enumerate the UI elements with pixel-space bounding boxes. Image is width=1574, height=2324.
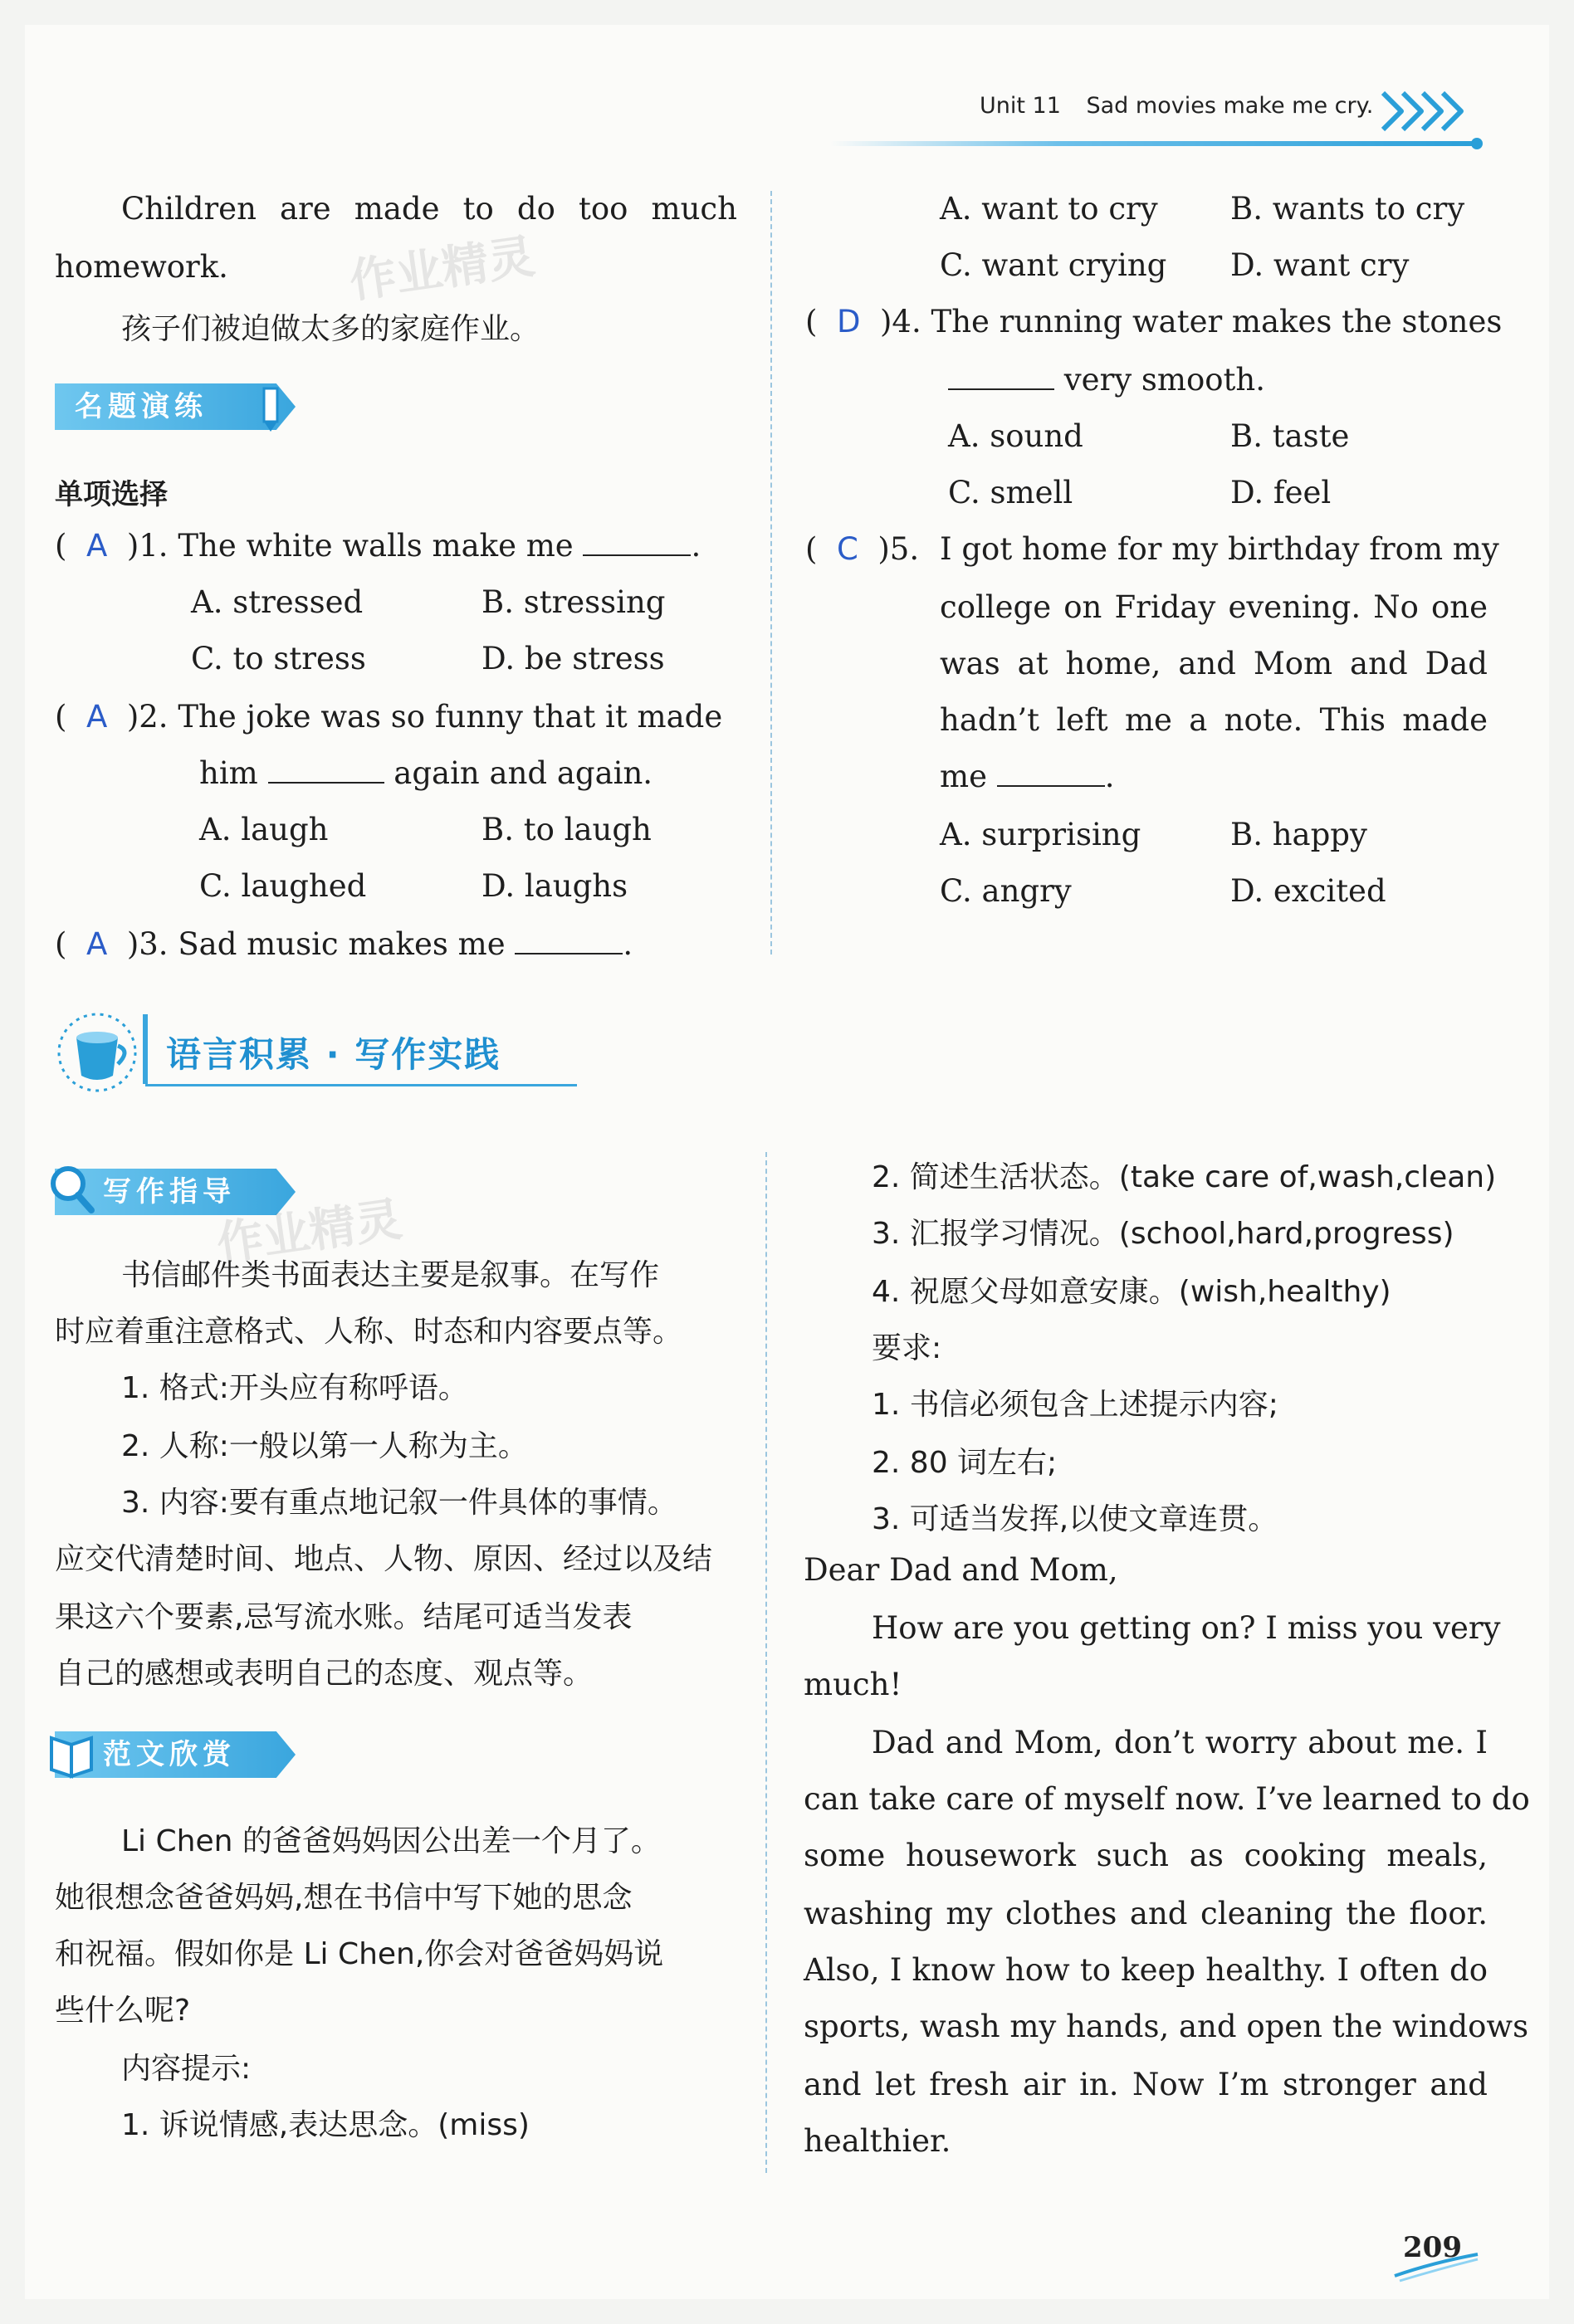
q2-opt-b: B. to laugh (481, 812, 652, 847)
q5-line-3: was at home, and Mom and Dad (940, 646, 1488, 681)
section-bar (143, 1014, 148, 1084)
letter-line-4: can take care of myself now. I’ve learned to do (804, 1781, 1530, 1817)
q2-opt-a: A. laugh (199, 812, 329, 847)
blank (948, 364, 1054, 390)
q4-opt-c: C. smell (948, 475, 1073, 510)
guide-tag-label: 写作指导 (103, 1175, 236, 1208)
sample-tag-label: 范文欣赏 (103, 1738, 236, 1771)
answer-4: D (836, 304, 861, 339)
blank (268, 757, 384, 784)
question-5: ( C )5. (805, 531, 920, 567)
chevrons-icon (1376, 86, 1484, 136)
letter-line-3: Dad and Mom, don’t worry about me. I (872, 1725, 1488, 1760)
q4-opt-a: A. sound (948, 418, 1083, 454)
req-2: 2. 80 词左右; (872, 1446, 1058, 1480)
q1-opt-b: B. stressing (481, 584, 666, 620)
q2-opt-c: C. laughed (199, 868, 367, 904)
book-icon (46, 1726, 100, 1781)
letter-line-5: some housework such as cooking meals, (804, 1838, 1488, 1873)
q3-opt-c: C. want crying (940, 247, 1167, 283)
sample-p1a: Li Chen 的爸爸妈妈因公出差一个月了。 (121, 1824, 661, 1858)
letter-line-2: much! (804, 1667, 902, 1702)
page-number: 209 (1403, 2231, 1462, 2264)
header-unit: Unit 11 (980, 93, 1061, 119)
column-divider-top (770, 191, 772, 954)
letter-line-10: healthier. (804, 2123, 951, 2159)
letter-line-9: and let fresh air in. Now I’m stronger and (804, 2067, 1488, 2102)
q2-opt-d: D. laughs (481, 868, 628, 904)
hint-label: 内容提示: (121, 2052, 252, 2086)
question-1: ( A )1. The white walls make me . (55, 528, 701, 564)
intro-en-line1: Children are made to do too much (121, 191, 737, 227)
question-2-line2: him again and again. (199, 755, 653, 791)
letter-greeting: Dear Dad and Mom, (804, 1552, 1118, 1588)
letter-line-1: How are you getting on? I miss you very (872, 1610, 1501, 1646)
q5-opt-c: C. angry (940, 873, 1072, 909)
answer-2: A (86, 699, 108, 735)
running-header (980, 93, 1373, 119)
letter-line-7: Also, I know how to keep healthy. I often do (804, 1952, 1488, 1988)
cup-icon (51, 1004, 143, 1096)
header-title: Sad movies make me cry. (1086, 93, 1374, 119)
q5-opt-a: A. surprising (940, 817, 1141, 852)
practice-heading: 单项选择 (55, 478, 168, 511)
q4-opt-b: B. taste (1230, 418, 1350, 454)
pencil-icon (249, 383, 296, 433)
q5-opt-d: D. excited (1230, 873, 1386, 909)
rule-dot-icon (1469, 136, 1484, 151)
question-2: ( A )2. The joke was so funny that it made (55, 699, 723, 735)
q3-opt-a: A. want to cry (940, 191, 1158, 227)
sample-p1b: 她很想念爸爸妈妈,想在书信中写下她的思念 (55, 1881, 633, 1915)
blank (583, 530, 691, 556)
q1-opt-d: D. be stress (481, 641, 665, 676)
watermark: 作业精灵 (346, 229, 539, 310)
q5-line-5: me . (940, 759, 1115, 794)
answer-1: A (86, 528, 108, 564)
answer-3: A (86, 926, 108, 962)
watermark-2: 作业精灵 (213, 1192, 406, 1272)
guide-i3d: 自己的感想或表明自己的态度、观点等。 (55, 1657, 594, 1691)
header-rule (830, 141, 1482, 146)
guide-i3a: 3. 内容:要有重点地记叙一件具体的事情。 (121, 1486, 677, 1520)
guide-i1: 1. 格式:开头应有称呼语。 (121, 1371, 468, 1405)
sample-p1c: 和祝福。假如你是 Li Chen,你会对爸爸妈妈说 (55, 1937, 664, 1971)
intro-en-line2: homework. (55, 249, 228, 285)
section-line (145, 1084, 577, 1086)
answer-5: C (836, 531, 858, 567)
blank (515, 928, 623, 954)
q5-opt-b: B. happy (1230, 817, 1367, 852)
blank (997, 760, 1105, 787)
hint-3: 3. 汇报学习情况。(school,hard,progress) (872, 1217, 1454, 1251)
section-title: 语言积累 · 写作实践 (166, 1034, 501, 1075)
guide-i2: 2. 人称:一般以第一人称为主。 (121, 1429, 528, 1463)
q5-line-4: hadn’t left me a note. This made (940, 702, 1488, 738)
q4-opt-d: D. feel (1230, 475, 1332, 510)
q3-opt-d: D. want cry (1230, 247, 1410, 283)
hint-2: 2. 简述生活状态。(take care of,wash,clean) (872, 1160, 1497, 1194)
question-4: ( D )4. The running water makes the stones (805, 304, 1503, 339)
q1-opt-a: A. stressed (191, 584, 364, 620)
hint-4: 4. 祝愿父母如意安康。(wish,healthy) (872, 1275, 1391, 1309)
letter-line-8: sports, wash my hands, and open the windows (804, 2009, 1529, 2044)
hint-1: 1. 诉说情感,表达思念。(miss) (121, 2108, 530, 2142)
req-3: 3. 可适当发挥,以使文章连贯。 (872, 1502, 1278, 1536)
q5-line-2: college on Friday evening. No one (940, 589, 1488, 625)
question-3: ( A )3. Sad music makes me . (55, 926, 633, 962)
q1-opt-c: C. to stress (191, 641, 366, 676)
column-divider-bottom (765, 1152, 767, 2173)
q5-line-1: I got home for my birthday from my (940, 531, 1499, 567)
page-swoosh-icon (1391, 2251, 1483, 2284)
guide-p1b: 时应着重注意格式、人称、时态和内容要点等。 (55, 1315, 683, 1349)
req-label: 要求: (872, 1331, 942, 1365)
intro-zh: 孩子们被迫做太多的家庭作业。 (121, 312, 540, 346)
sample-p1d: 些什么呢? (55, 1994, 191, 2028)
practice-tag-label: 名题演练 (75, 390, 208, 423)
guide-i3b: 应交代清楚时间、地点、人物、原因、经过以及结 (55, 1542, 713, 1576)
question-4-line2: very smooth. (948, 362, 1265, 398)
guide-p1a: 书信邮件类书面表达主要是叙事。在写作 (121, 1258, 660, 1292)
guide-i3c: 果这六个要素,忌写流水账。结尾可适当发表 (55, 1600, 633, 1634)
magnifier-icon (46, 1160, 96, 1218)
req-1: 1. 书信必须包含上述提示内容; (872, 1388, 1278, 1422)
q3-opt-b: B. wants to cry (1230, 191, 1465, 227)
letter-line-6: washing my clothes and cleaning the floor. (804, 1896, 1488, 1931)
